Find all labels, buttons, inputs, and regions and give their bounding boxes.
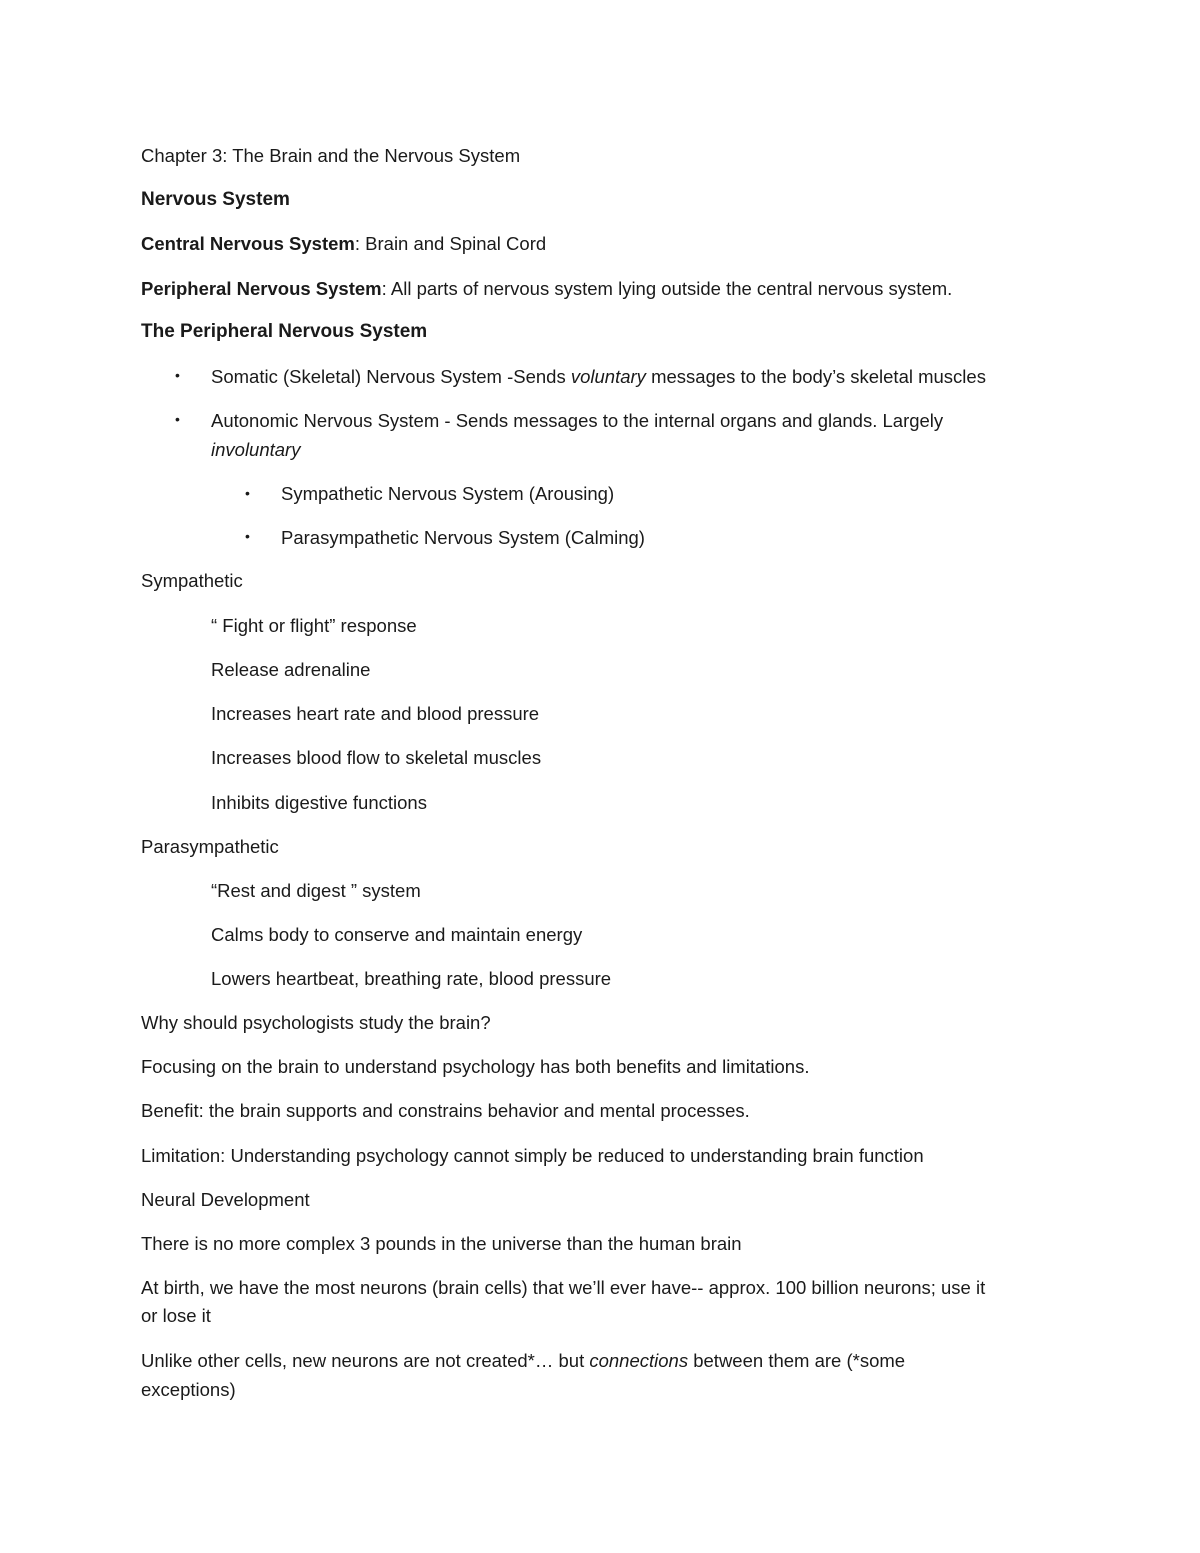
list-item-autonomic-line1: Autonomic Nervous System - Sends messages to the internal organs and glands. Largely — [211, 410, 944, 431]
paragraph-why: Why should psychologists study the brain? — [141, 1012, 491, 1033]
paragraph-benefit: Benefit: the brain supports and constrains behavior and mental processes. — [141, 1100, 750, 1121]
sympathetic-title: Sympathetic — [141, 570, 243, 591]
bullet-icon: • — [175, 411, 180, 427]
pns-label: Peripheral Nervous System — [141, 278, 382, 299]
pns-text: : All parts of nervous system lying outside the central nervous system. — [381, 278, 953, 299]
unlike-text-a: Unlike other cells, new neurons are not created*… but — [141, 1350, 590, 1371]
somatic-text-italic: voluntary — [570, 366, 646, 387]
sympathetic-item: Release adrenaline — [211, 659, 371, 680]
list-item-sympathetic-ns: Sympathetic Nervous System (Arousing) — [281, 483, 615, 504]
somatic-text-b: messages to the body’s skeletal muscles — [645, 366, 986, 387]
unlike-text-b: between them are (*some — [688, 1350, 906, 1371]
somatic-text-a: Somatic (Skeletal) Nervous System -Sends — [211, 366, 571, 387]
list-item-somatic — [211, 363, 986, 390]
paragraph-neural-development: Neural Development — [141, 1189, 310, 1210]
parasympathetic-title: Parasympathetic — [141, 836, 279, 857]
parasympathetic-item: Lowers heartbeat, breathing rate, blood pressure — [211, 968, 612, 989]
parasympathetic-item: Calms body to conserve and maintain energy — [211, 924, 583, 945]
paragraph-unlike-line1 — [141, 1347, 905, 1374]
sympathetic-item: Increases heart rate and blood pressure — [211, 703, 540, 724]
paragraph-complex: There is no more complex 3 pounds in the universe than the human brain — [141, 1233, 742, 1254]
pns-definition — [141, 275, 952, 302]
sympathetic-item: Inhibits digestive functions — [211, 792, 427, 813]
paragraph-focusing: Focusing on the brain to understand psychology has both benefits and limitations. — [141, 1056, 810, 1077]
cns-text: : Brain and Spinal Cord — [354, 233, 547, 254]
bullet-icon: • — [175, 367, 180, 383]
list-item-autonomic-line2: involuntary — [211, 439, 301, 460]
chapter-title: Chapter 3: The Brain and the Nervous System — [141, 145, 521, 166]
sympathetic-item: “ Fight or flight” response — [211, 615, 417, 636]
bullet-icon: • — [245, 485, 250, 501]
unlike-text-italic: connections — [589, 1350, 689, 1371]
paragraph-birth-line2: or lose it — [141, 1305, 211, 1326]
heading-nervous-system: Nervous System — [141, 189, 290, 210]
paragraph-limitation: Limitation: Understanding psychology cannot simply be reduced to understanding brain function — [141, 1145, 924, 1166]
cns-definition — [141, 230, 546, 257]
cns-label: Central Nervous System — [141, 233, 355, 254]
paragraph-unlike-line2: exceptions) — [141, 1379, 236, 1400]
list-item-parasympathetic-ns: Parasympathetic Nervous System (Calming) — [281, 527, 645, 548]
bullet-icon: • — [245, 528, 250, 544]
paragraph-birth-line1: At birth, we have the most neurons (brain cells) that we’ll ever have-- approx. 100 billion neurons; use it — [141, 1277, 986, 1298]
parasympathetic-item: “Rest and digest ” system — [211, 880, 421, 901]
heading-peripheral-nervous-system: The Peripheral Nervous System — [141, 321, 428, 342]
sympathetic-item: Increases blood flow to skeletal muscles — [211, 747, 542, 768]
